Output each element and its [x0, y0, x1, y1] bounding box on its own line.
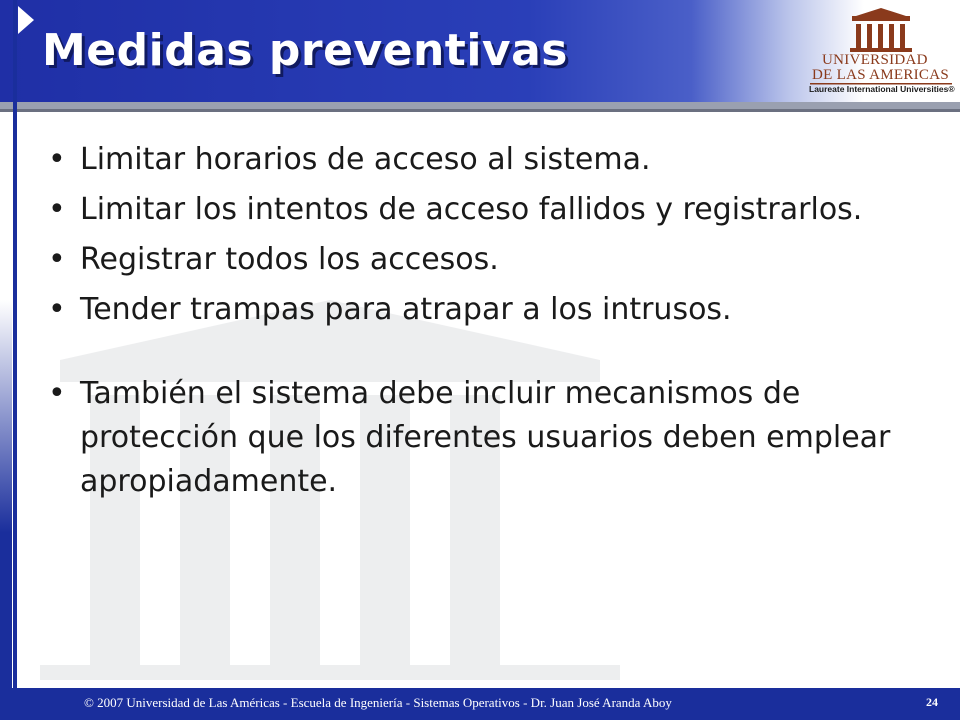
- bullet-item: [48, 372, 928, 504]
- slide-title: Medidas preventivas: [42, 25, 568, 76]
- footer-copyright: © 2007 Universidad de Las Américas - Escuela de Ingeniería - Sistemas Operativos - Dr. Juan José Aranda Aboy: [84, 695, 672, 710]
- triangle-right-icon: [18, 6, 34, 34]
- bullet-dot: •: [48, 376, 66, 411]
- bullet-item: [48, 238, 928, 282]
- left-accent-gradient: [0, 300, 12, 688]
- page-number: 24: [926, 695, 938, 709]
- bullet-item: [48, 288, 928, 332]
- bullet-dot: •: [48, 292, 66, 327]
- logo-university-name-line1: UNIVERSIDAD: [822, 52, 928, 68]
- bullet-dot: •: [48, 242, 66, 277]
- bullet-text: Limitar los intentos de acceso fallidos y registrarlos.: [80, 192, 863, 227]
- logo-subtitle: [809, 84, 955, 94]
- bullet-item: [48, 138, 928, 182]
- bullet-text: También el sistema debe incluir mecanismos de protección que los diferentes usuarios deben emplear apropiadamente.: [80, 376, 891, 499]
- bullet-text: Limitar horarios de acceso al sistema.: [80, 142, 651, 177]
- logo-subtitle-text: Laureate International Universities: [809, 84, 949, 94]
- bullet-text: Tender trampas para atrapar a los intrusos.: [80, 292, 732, 327]
- bullet-text: Registrar todos los accesos.: [80, 242, 499, 277]
- header-divider-dark: [0, 109, 960, 112]
- bullet-list: [48, 138, 928, 510]
- bullet-dot: •: [48, 192, 66, 227]
- bullet-dot: •: [48, 142, 66, 177]
- header-divider: [0, 102, 960, 109]
- left-accent-line: [13, 0, 17, 688]
- bullet-item: [48, 188, 928, 232]
- logo-university-name-line2: DE LAS AMERICAS: [812, 67, 950, 83]
- registered-mark: ®: [948, 84, 955, 94]
